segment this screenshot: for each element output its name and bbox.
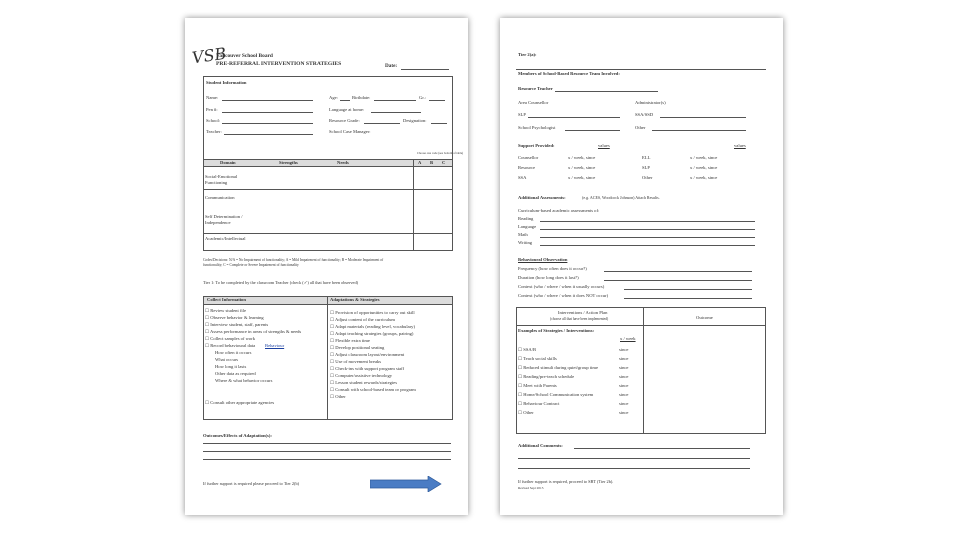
adapt-item[interactable]: ☐ Adapt teaching strategies (groups, pairing) <box>330 331 414 336</box>
adapt-item[interactable]: ☐ Flexible extra time <box>330 338 370 343</box>
support-row-label: Resource <box>518 165 536 170</box>
age-label: Age: <box>329 95 338 100</box>
support-row-freq: x / week, since <box>568 155 596 160</box>
ssa-field[interactable] <box>660 117 746 118</box>
cbm-math-field[interactable] <box>540 237 755 238</box>
adapt-item[interactable]: ☐ Adjust classroom layout/environment <box>330 352 405 357</box>
support-label: Support Provided: <box>518 143 555 148</box>
tier2a-title: Tier 2(a): <box>518 52 537 57</box>
section-divider <box>516 69 766 70</box>
case-manager-label: School Case Manager: <box>329 129 371 134</box>
cbm-math: Math <box>518 232 528 237</box>
other-label: Other <box>635 125 646 130</box>
slp-label: SLP <box>518 112 526 117</box>
administrator-label: Administrator(s) <box>635 100 666 105</box>
strategy-item[interactable]: ☐ Home/School Communication system <box>518 392 594 397</box>
since-label: since <box>619 365 629 370</box>
adapt-item[interactable]: ☐ Consult with school-based team or program <box>330 387 416 392</box>
comments-line[interactable] <box>518 458 750 459</box>
since-label: since <box>619 374 629 379</box>
name-field[interactable] <box>222 100 313 101</box>
psychologist-field[interactable] <box>565 130 620 131</box>
strategy-item[interactable]: ☐ SSA/B <box>518 347 537 352</box>
support-row-freq: x / week, since <box>568 175 596 180</box>
form-page-tier2 <box>500 18 783 515</box>
strategy-item[interactable]: ☐ Meet with Parents <box>518 383 557 388</box>
adapt-item[interactable]: ☐ Provision of opportunities to carry out skill <box>330 310 415 315</box>
support-row-freq: x / week, since <box>690 175 718 180</box>
header-strengths: Strengths <box>279 160 298 165</box>
outcomes-label: Outcomes/Effects of Adaptation(s): <box>203 433 272 438</box>
table-divider <box>413 159 414 251</box>
vsb-logo: VSB <box>190 43 228 68</box>
collect-item[interactable]: ☐ Collect samples of work <box>205 336 256 341</box>
date-label: Date: <box>385 63 398 69</box>
teacher-field[interactable] <box>224 134 313 135</box>
values-label: values <box>598 143 610 148</box>
assessments-label: Additional Assessments: <box>518 195 566 200</box>
since-label: since <box>619 383 629 388</box>
code-note-line2: functionality; C = Complete or Severe Impairment of functionality <box>203 263 299 267</box>
outcome-header: Outcome <box>696 315 713 320</box>
team-label: Members of School-Based Resource Team Involved: <box>518 71 620 76</box>
collect-item[interactable]: ☐ Observe behavior & learning <box>205 315 264 320</box>
revised-date: Revised Sept 2015 <box>518 486 544 490</box>
strategy-item[interactable]: ☐ Behaviour Contract <box>518 401 560 406</box>
header-collect: Collect Information <box>207 297 246 302</box>
pen-field[interactable] <box>222 112 313 113</box>
row-divider <box>203 233 453 234</box>
strategies-divider <box>327 296 328 420</box>
interventions-header-line <box>516 325 766 326</box>
support-row-label: Counsellor <box>518 155 539 160</box>
code-choice-note: Choose one code (see bottom of table) <box>417 151 464 155</box>
adapt-item[interactable]: ☐ Check-ins with support program staff <box>330 366 405 371</box>
grade-field[interactable] <box>429 100 445 101</box>
teacher-label: Teacher: <box>206 129 222 134</box>
psychologist-label: School Psychologist <box>518 125 556 130</box>
sbt-instruction: If further support is required, proceed to SBT (Tier 2b). <box>518 479 614 484</box>
domain-row-communication: Communication <box>205 195 235 200</box>
language-field[interactable] <box>371 112 421 113</box>
name-label: Name: <box>206 95 219 100</box>
row-divider <box>203 189 453 190</box>
date-field[interactable] <box>401 69 449 70</box>
collect-item[interactable]: ☐ Assess performance in areas of strengths & needs <box>205 329 302 334</box>
language-label: Language at home: <box>329 107 365 112</box>
grade-label: Gr.: <box>419 95 427 100</box>
support-row-freq: x / week, since <box>690 165 718 170</box>
comments-line[interactable] <box>574 448 750 449</box>
school-label: School: <box>206 118 221 123</box>
support-row-freq: x / week, since <box>690 155 718 160</box>
slp-field[interactable] <box>528 117 620 118</box>
form-title: PRE-REFERRAL INTERVENTION STRATEGIES <box>216 61 342 67</box>
adapt-item[interactable]: ☐ Adapt materials (reading level, vocabulary) <box>330 324 415 329</box>
header-adaptations: Adaptations & Strategies <box>330 297 380 302</box>
header-needs: Needs <box>337 160 349 165</box>
cbm-writing-field[interactable] <box>540 245 755 246</box>
area-counsellor-label: Area Counsellor <box>518 100 549 105</box>
collect-item[interactable]: ☐ Review student file <box>205 308 246 313</box>
behaviour-item: Duration (how long does it last?) <box>518 275 579 280</box>
behaviour-item: Frequency (how often does it occur?) <box>518 266 587 271</box>
adapt-item[interactable]: ☐ Use of movement breaks <box>330 359 382 364</box>
domain-table-header <box>203 159 453 167</box>
interventions-divider <box>643 307 644 434</box>
tier2b-instruction: If further support is required please proceed to Tier 2(b) <box>203 481 300 486</box>
since-label: since <box>619 356 629 361</box>
adapt-item[interactable]: ☐ Other <box>330 394 346 399</box>
pen-label: Pen #: <box>206 107 218 112</box>
birthdate-field[interactable] <box>374 100 416 101</box>
outcomes-line[interactable] <box>203 443 451 444</box>
strategy-item[interactable]: ☐ Teach social skills <box>518 356 557 361</box>
tier1-title: Tier 1: To be completed by the classroom Teacher (check (✓) all that have been observed) <box>203 280 359 285</box>
resource-teacher-field[interactable] <box>555 91 658 92</box>
resource-teacher-label: Resource Teacher <box>518 86 553 91</box>
school-field[interactable] <box>222 123 313 124</box>
designation-label: Designation: <box>403 118 427 123</box>
strategy-item[interactable]: ☐ Other <box>518 410 534 415</box>
header-a: A <box>418 160 422 165</box>
cbm-language-field[interactable] <box>540 229 755 230</box>
domain-row-social: Social-Emotional Functioning <box>205 174 238 185</box>
domain-row-independence: Self Determination / Independence <box>205 214 243 225</box>
proceed-arrow-icon <box>370 476 442 492</box>
resource-grade-label: Resource Grade: <box>329 118 360 123</box>
behaviour-field[interactable] <box>624 298 752 299</box>
comments-label: Additional Comments: <box>518 443 563 448</box>
adapt-item[interactable]: ☐ Develop positional seating <box>330 345 385 350</box>
header-c: C <box>442 160 446 165</box>
code-note-line1: Codes/Decisions: N/A = No Impairment of functionality; A = Mild Impairment of functionality; B = Moderate Impairment of <box>203 258 384 262</box>
support-row-label: Other <box>642 175 653 180</box>
cbm-reading-field[interactable] <box>540 221 755 222</box>
examples-label: Examples of Strategies / Interventions: <box>518 328 595 333</box>
support-row-freq: x / week, since <box>568 165 596 170</box>
cbm-language: Language <box>518 224 537 229</box>
support-row-label: SSA <box>518 175 527 180</box>
form-page-tier1 <box>185 18 468 515</box>
values-label: values <box>734 143 746 148</box>
strategy-item[interactable]: ☐ Reading/pre-teach schedule <box>518 374 575 379</box>
domain-row-academic: Academic/Intellectual <box>205 236 246 241</box>
other-field[interactable] <box>652 130 746 131</box>
comments-line[interactable] <box>518 468 750 469</box>
cbm-reading: Reading <box>518 216 534 221</box>
behaviour-label: Behavioural Observation <box>518 257 568 262</box>
behaviour-field[interactable] <box>604 271 752 272</box>
resource-grade-field[interactable] <box>364 123 400 124</box>
behaviour-item: Context (who / where / when it usually occurs) <box>518 284 605 289</box>
collect-subitem: Where & what behavior occurs <box>215 378 273 383</box>
adapt-item[interactable]: ☐ Lesson student rewards/strategies <box>330 380 398 385</box>
cbm-writing: Writing <box>518 240 533 245</box>
header-domain: Domain <box>220 160 236 165</box>
behaviour-item: Context (who / where / when it does NOT occur) <box>518 293 609 298</box>
designation-field[interactable] <box>431 123 447 124</box>
age-field[interactable] <box>340 100 350 101</box>
header-b: B <box>430 160 434 165</box>
behaviour-field[interactable] <box>604 280 752 281</box>
behaviour-field[interactable] <box>624 289 752 290</box>
interventions-header: Interventions / Action Plan <box>558 310 608 315</box>
collect-subitem: What occurs <box>215 357 239 362</box>
birthdate-label: Birthdate: <box>352 95 371 100</box>
since-label: since <box>619 401 629 406</box>
strategy-item[interactable]: ☐ Reduced stimuli during quiet/group time <box>518 365 599 370</box>
interventions-sub: (choose all that have been implemented) <box>550 317 609 321</box>
since-label: since <box>619 347 629 352</box>
since-label: since <box>619 410 629 415</box>
outcomes-line[interactable] <box>203 459 451 460</box>
outcomes-line[interactable] <box>203 451 451 452</box>
collect-item[interactable]: ☐ Interview student, staff, parents <box>205 322 269 327</box>
student-info-heading: Student Information <box>206 80 247 85</box>
support-row-label: ELL <box>642 155 651 160</box>
collect-subitem: Other data as required <box>215 371 256 376</box>
collect-item[interactable]: ☐ Consult other appropriate agencies <box>205 400 275 405</box>
collect-subitem: How long it lasts <box>215 364 247 369</box>
adapt-item[interactable]: ☐ Computer/assistive technology <box>330 373 393 378</box>
x-week-label: x / week <box>620 336 636 341</box>
behaviour-link[interactable]: Behaviour <box>265 343 285 348</box>
collect-item[interactable]: ☐ Record behavioural data <box>205 343 256 348</box>
cbm-label: Curriculum-based academic assessments of: <box>518 208 600 213</box>
since-label: since <box>619 392 629 397</box>
adapt-item[interactable]: ☐ Adjust content of the curriculum <box>330 317 395 322</box>
support-row-label: SLP <box>642 165 650 170</box>
board-name: Vancouver School Board <box>216 53 273 59</box>
assessments-note: (e.g. ACES, Woodcock Johnson) Attach Results. <box>582 195 660 200</box>
collect-subitem: How often it occurs <box>215 350 252 355</box>
ssa-label: SSA/SSD <box>635 112 654 117</box>
